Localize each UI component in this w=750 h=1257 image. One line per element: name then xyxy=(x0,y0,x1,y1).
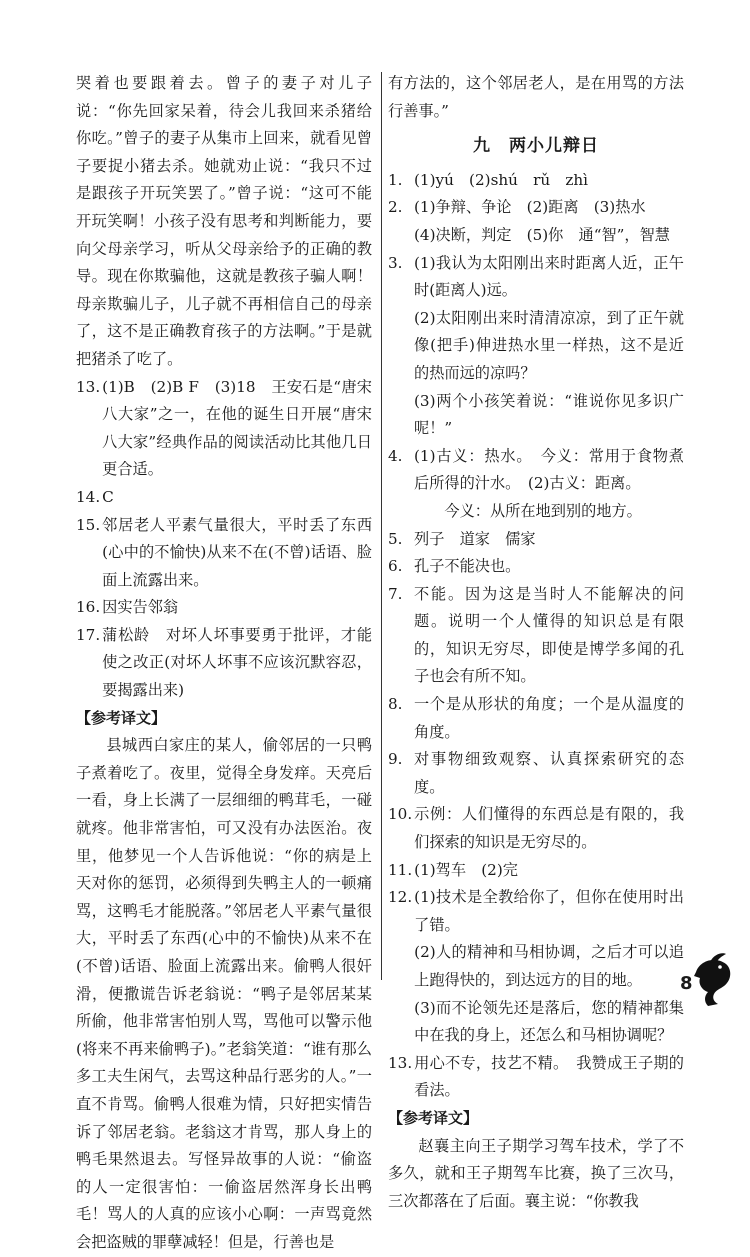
left-answer-item xyxy=(76,374,372,484)
right-answer-item xyxy=(388,801,684,856)
answer-number: 17. xyxy=(76,625,101,644)
answer-line: (3)两个小孩笑着说：“谁说你见多识广呢！” xyxy=(414,391,684,438)
answer-number: 6. xyxy=(388,557,403,576)
answer-text xyxy=(414,167,684,195)
right-answer-item xyxy=(388,526,684,554)
left-reference-text: 县城西白家庄的某人，偷邻居的一只鸭子煮着吃了。夜里，觉得全身发痒。天亮后一看，身上长满了一层细细的鸭茸毛，一碰就疼。他非常害怕，可又没有办法医治。夜里，他梦见一个人告诉他说：“你的病是上天对你的惩罚，必须得到失鸭主人的一顿痛骂，这鸭毛才能脱落。”邻居老人平素气量很大，平时丢了东西(心中的不愉快)从来不在(不曾)话语、脸面上流露出来。偷鸭人很奸滑，便撒谎告诉老翁说：“鸭子是邻居某某所偷，他非常害怕别人骂，骂他可以警示他(将来不再来偷鸭子)。”老翁笑道：“谁有那么多工夫生闲气，去骂这种品行恶劣的人。”一直不肯骂。偷鸭人很难为情，只好把实情告诉了邻居老翁。老翁这才肯骂，那人身上的鸭毛果然退去。写怪异故事的人说：“偷盗的人一定很害怕：一偷盗居然浑身长出鸭毛！骂人的人真的应该小心啊：一声骂竟然会把盗贼的罪孽减轻！但是，行善也是 xyxy=(76,736,372,1251)
answer-line: 孔子不能决也。 xyxy=(414,557,521,576)
answer-line: (1)我认为太阳刚出来时距离人近，正午时(距离人)远。 xyxy=(414,253,684,300)
answer-text xyxy=(414,801,684,856)
answer-line: 用心不专，技艺不精。 我赞成王子期的看法。 xyxy=(414,1053,684,1100)
answer-text xyxy=(414,526,684,554)
answer-line: (1)争辩、争论 (2)距离 (3)热水 xyxy=(414,198,646,217)
answer-text xyxy=(414,1050,684,1105)
answer-number: 14. xyxy=(76,487,101,506)
left-answer-list xyxy=(76,374,372,705)
right-answer-item xyxy=(388,691,684,746)
answer-text xyxy=(414,884,684,1050)
answer-line: (4)决断，判定 (5)你 通“智”，智慧 xyxy=(414,225,670,244)
answer-text xyxy=(414,857,684,885)
left-answer-item xyxy=(76,622,372,705)
answer-number: 5. xyxy=(388,529,403,548)
answer-line: 一个是从形状的角度；一个是从温度的角度。 xyxy=(414,695,684,741)
answer-number: 1. xyxy=(388,170,403,189)
dolphin-icon xyxy=(690,950,736,1010)
answer-text: C xyxy=(102,487,114,506)
right-answer-list xyxy=(388,167,684,1105)
answer-line: (1)技术是全教给你了，但你在使用时出了错。 xyxy=(414,888,684,934)
right-answer-item xyxy=(388,194,684,249)
answer-text: 邻居老人平素气量很大，平时丢了东西(心中的不愉快)从来不在(不曾)话语、脸面上流露出来。 xyxy=(102,515,372,589)
answer-text xyxy=(414,746,684,801)
answer-text xyxy=(414,194,684,249)
right-answer-item xyxy=(388,250,684,443)
answer-line: (2)人的精神和马相协调，之后才可以追上跑得快的，到达远方的目的地。 xyxy=(414,943,684,989)
answer-text: 蒲松龄 对坏人坏事要勇于批评，才能使之改正(对坏人坏事不应该沉默容忍，要揭露出来) xyxy=(102,625,372,700)
answer-number: 8. xyxy=(388,695,403,714)
section-title: 九 两小儿辩日 xyxy=(473,136,599,157)
answer-line: (1)古义：热水。 今义：常用于食物煮后所得的汁水。 (2)古义：距离。 xyxy=(414,446,684,493)
answer-number: 10. xyxy=(388,805,413,824)
answer-number: 2. xyxy=(388,198,403,217)
left-answer-item xyxy=(76,484,372,512)
left-reference-heading: 【参考译文】 xyxy=(76,708,167,727)
answer-line: 示例：人们懂得的东西总是有限的，我们探索的知识是无穷尽的。 xyxy=(414,805,684,852)
answer-line: (2)太阳刚出来时清清凉凉，到了正午就像(把手)伸进热水里一样热，这不是近的热而远的凉吗？ xyxy=(414,308,684,382)
right-reference-text: 赵襄主向王子期学习驾车技术，学了不多久，就和王子期驾车比赛，换了三次马，三次都落在了后面。襄主说：“你教我 xyxy=(388,1136,684,1210)
left-column xyxy=(76,70,372,1257)
answer-text xyxy=(414,250,684,443)
answer-number: 15. xyxy=(76,515,101,534)
right-answer-item xyxy=(388,167,684,195)
answer-line: (3)而不论领先还是落后，您的精神都集中在我的身上，还怎么和马相协调呢？ xyxy=(414,998,684,1045)
answer-line: (1)驾车 (2)完 xyxy=(414,860,518,879)
answer-text xyxy=(414,443,684,526)
answer-text: 因实告邻翁 xyxy=(102,598,179,617)
answer-number: 12. xyxy=(388,888,413,907)
answer-number: 11. xyxy=(388,860,413,879)
left-answer-item xyxy=(76,512,372,595)
right-answer-item xyxy=(388,581,684,691)
answer-line: 不能。因为这是当时人不能解决的问题。说明一个人懂得的知识总是有限的，知识无穷尽，即使是博学多闻的孔子也会有所不知。 xyxy=(414,584,684,686)
right-reference-heading: 【参考译文】 xyxy=(388,1108,479,1127)
right-answer-item xyxy=(388,443,684,526)
column-divider xyxy=(381,72,382,980)
page-number: 8 xyxy=(680,973,693,994)
right-answer-item xyxy=(388,746,684,801)
right-answer-item xyxy=(388,884,684,1050)
answer-number: 16. xyxy=(76,598,101,617)
answer-number: 13. xyxy=(388,1053,413,1072)
answer-number: 4. xyxy=(388,446,403,465)
answer-line: 列子 道家 儒家 xyxy=(414,529,536,548)
left-answer-item xyxy=(76,594,372,622)
answer-number: 9. xyxy=(388,750,403,769)
right-answer-item xyxy=(388,857,684,885)
right-answer-item xyxy=(388,553,684,581)
right-column xyxy=(388,70,684,1215)
answer-number: 7. xyxy=(388,584,403,603)
answer-line: (1)yú (2)shú rǔ zhì xyxy=(414,170,588,189)
answer-number: 13. xyxy=(76,377,101,396)
answer-text xyxy=(414,691,684,746)
answer-line: 对事物细致观察、认真探索研究的态度。 xyxy=(414,750,684,796)
answer-line: 今义：从所在地到别的地方。 xyxy=(444,501,642,520)
answer-number: 3. xyxy=(388,253,403,272)
answer-text xyxy=(414,581,684,691)
left-intro-paragraph: 哭着也要跟着去。曾子的妻子对儿子说：“你先回家呆着，待会儿我回来杀猪给你吃。”曾子的妻子从集市上回来，就看见曾子要捉小猪去杀。她就劝止说：“我只不过是跟孩子开玩笑罢了。”曾子说：“这可不能开玩笑啊！小孩子没有思考和判断能力，要向父母亲学习，听从父母亲给予的正确的教导。现在你欺骗他，这就是教孩子骗人啊！母亲欺骗儿子，儿子就不再相信自己的母亲了，这不是正确教育孩子的方法啊。”于是就把猪杀了吃了。 xyxy=(76,74,372,368)
right-answer-item xyxy=(388,1050,684,1105)
answer-text xyxy=(414,553,684,581)
right-intro-paragraph: 有方法的，这个邻居老人，是在用骂的方法行善事。” xyxy=(388,74,684,120)
answer-text: (1)B (2)B F (3)18 王安石是“唐宋八大家”之一，在他的诞生日开展“唐宋八大家”经典作品的阅读活动比其他几日更合适。 xyxy=(102,377,372,479)
